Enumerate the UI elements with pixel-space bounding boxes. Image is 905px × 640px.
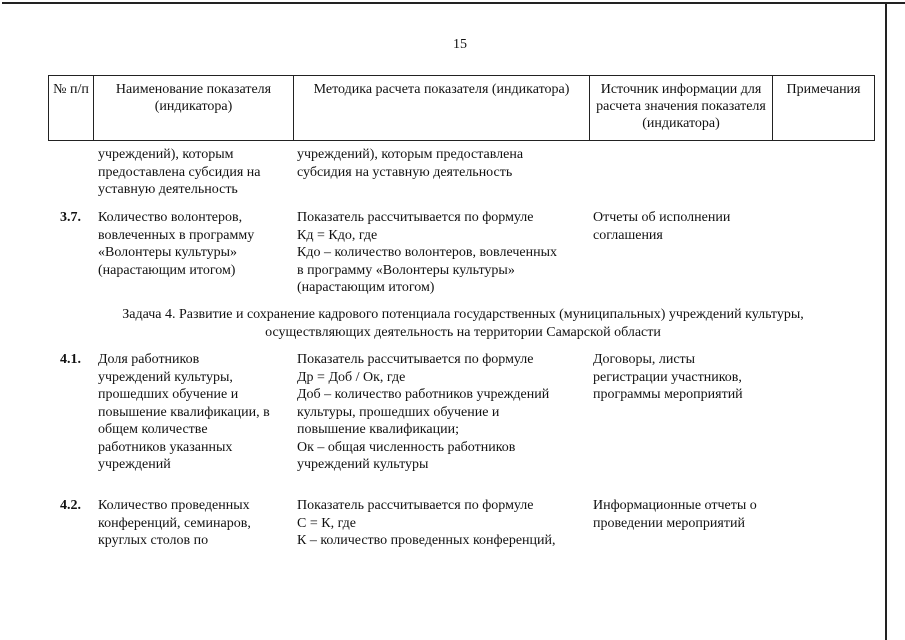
text-line: уставную деятельность: [98, 182, 238, 197]
text-line: учреждений: [98, 457, 171, 472]
text-line: вовлеченных в программу: [98, 227, 255, 243]
text-line: повышение квалификации;: [297, 422, 459, 437]
r41-source-cell: [593, 351, 743, 404]
text-line: С = К, где: [297, 515, 356, 531]
text-line: Кдо – количество волонтеров, вовлеченных: [297, 245, 557, 260]
page-number: 15: [453, 37, 467, 52]
text-line: Доля работников: [98, 352, 200, 367]
text-line: Доб – количество работников учреждений: [297, 387, 550, 402]
text-line: Кд = Кдо, где: [297, 227, 378, 243]
text-line: К – количество проведенных конференций,: [297, 533, 556, 548]
header-name: Наименование показателя (индикатора): [94, 76, 294, 141]
row-number: 4.2.: [60, 498, 81, 513]
text-line: Информационные отчеты о: [593, 498, 757, 513]
text-line: Ок – общая численность работников: [297, 439, 516, 455]
r42-source-cell: [593, 497, 757, 532]
text-line: в программу «Волонтеры культуры»: [297, 262, 515, 278]
text-line: Показатель рассчитывается по формуле: [297, 498, 534, 513]
row-number: 3.7.: [60, 210, 81, 225]
text-line: Показатель рассчитывается по формуле: [297, 210, 534, 225]
header-source: Источник информации для расчета значения показателя (индикатора): [590, 76, 773, 141]
r41-method-cell: [297, 351, 549, 474]
text-line: учреждений), которым: [98, 147, 234, 162]
text-line: Показатель рассчитывается по формуле: [297, 352, 534, 367]
header-method: Методика расчета показателя (индикатора): [294, 76, 590, 141]
table-header: [48, 75, 875, 141]
text-line: Отчеты об исполнении: [593, 210, 731, 225]
text-line: Др = Доб / Ок, где: [297, 369, 406, 385]
text-line: осуществляющих деятельность на территории Самарской области: [265, 324, 661, 340]
r37-name-cell: [98, 209, 254, 279]
text-line: работников указанных: [98, 439, 233, 455]
text-line: (нарастающим итогом): [98, 262, 236, 278]
text-line: Задача 4. Развитие и сохранение кадрового потенциала государственных (муниципальных) учреждений культуры,: [122, 307, 804, 322]
text-line: повышение квалификации, в: [98, 404, 270, 420]
text-line: «Волонтеры культуры»: [98, 245, 238, 260]
r37-method-cell: [297, 209, 557, 297]
text-line: Договоры, листы: [593, 352, 696, 367]
text-line: учреждений культуры,: [98, 369, 233, 385]
top-border: [2, 2, 905, 4]
task-heading: [88, 306, 838, 341]
text-line: круглых столов по: [98, 533, 209, 548]
text-line: предоставлена субсидия на: [98, 164, 261, 180]
text-line: учреждений культуры: [297, 457, 429, 472]
text-line: программы мероприятий: [593, 387, 743, 402]
text-line: Количество проведенных: [98, 498, 250, 513]
text-line: конференций, семинаров,: [98, 515, 251, 531]
text-line: субсидия на уставную деятельность: [297, 164, 513, 180]
text-line: (нарастающим итогом): [297, 280, 435, 295]
text-line: регистрации участников,: [593, 369, 742, 385]
row-number: 4.1.: [60, 352, 81, 367]
r41-name-cell: [98, 351, 270, 474]
text-line: прошедших обучение и: [98, 387, 239, 402]
r42-name-cell: [98, 497, 251, 550]
text-line: учреждений), которым предоставлена: [297, 147, 524, 162]
text-line: общем количестве: [98, 422, 208, 437]
right-border: [885, 2, 887, 640]
text-line: Количество волонтеров,: [98, 210, 243, 225]
r37-source-cell: [593, 209, 730, 244]
text-line: культуры, прошедших обучение и: [297, 404, 500, 420]
cont-name-cell: [98, 146, 260, 199]
text-line: проведении мероприятий: [593, 515, 745, 531]
r42-method-cell: [297, 497, 556, 550]
text-line: соглашения: [593, 227, 663, 243]
header-num: № п/п: [49, 76, 94, 141]
header-notes: Примечания: [773, 76, 875, 141]
cont-method-cell: [297, 146, 523, 181]
